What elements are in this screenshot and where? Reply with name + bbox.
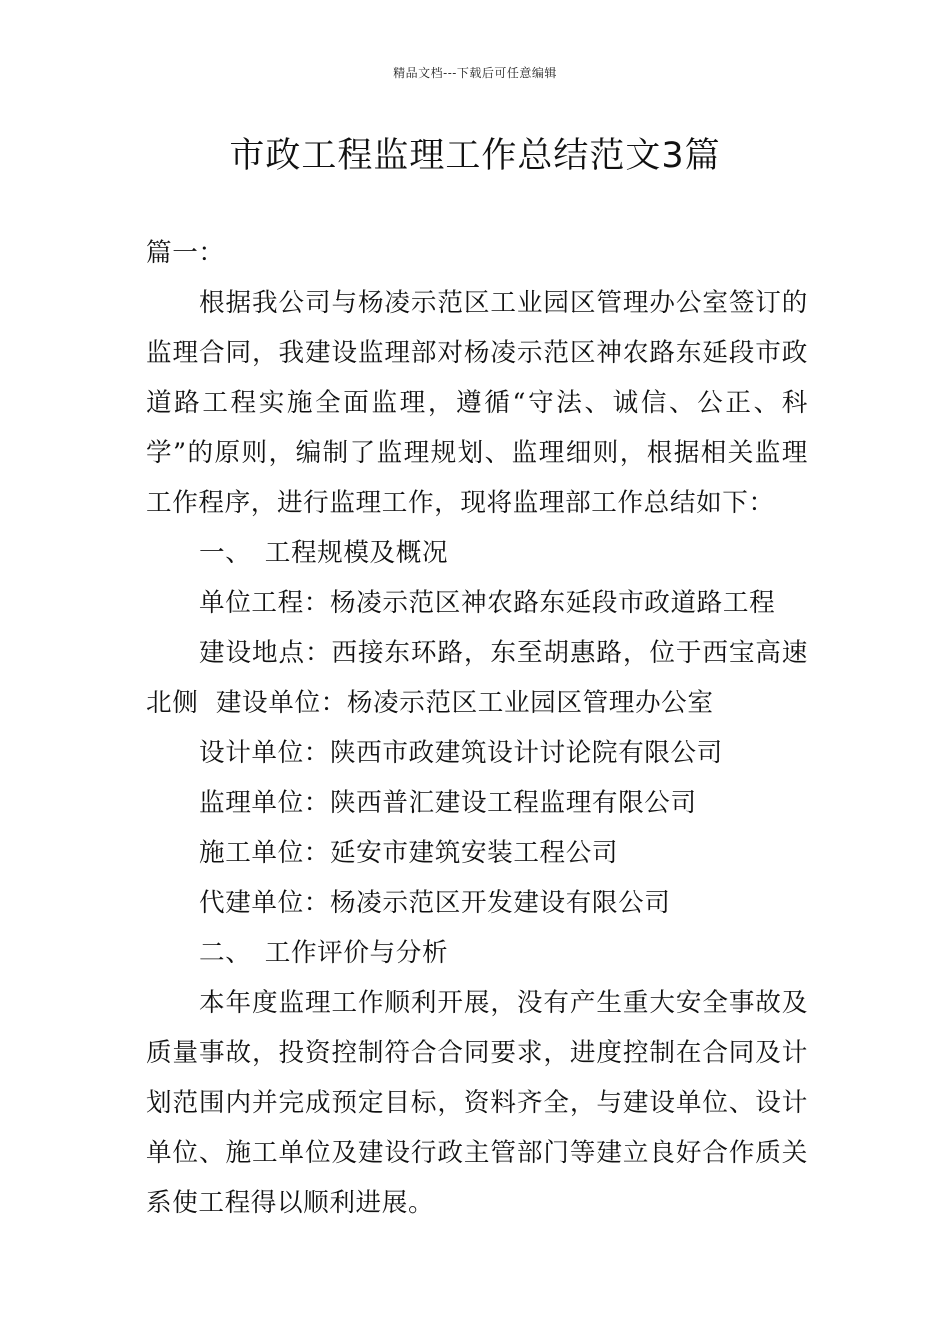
evaluation-line: 单位、施工单位及建设行政主管部门等建立良好合作质关 — [146, 1138, 808, 1168]
unit-project-line: 单位工程：杨凌示范区神农路东延段市政道路工程 — [199, 588, 776, 618]
intro-line: 道路工程实施全面监理，遵循“守法、诚信、公正、科 — [146, 388, 808, 418]
location-line: 建设地点：西接东环路，东至胡惠路，位于西宝高速 — [199, 638, 808, 668]
evaluation-line: 本年度监理工作顺利开展，没有产生重大安全事故及 — [199, 988, 808, 1018]
header-note: 精品文档---下载后可任意编辑 — [393, 66, 557, 80]
section-label: 篇一： — [146, 238, 225, 268]
evaluation-line: 系使工程得以顺利进展。 — [146, 1188, 435, 1218]
document-body — [146, 228, 808, 1228]
construction-unit-line: 施工单位：延安市建筑安装工程公司 — [199, 838, 619, 868]
evaluation-line: 质量事故，投资控制符合合同要求，进度控制在合同及计 — [146, 1038, 808, 1068]
design-unit-line: 设计单位：陕西市政建筑设计讨论院有限公司 — [199, 738, 723, 768]
evaluation-line: 划范围内并完成预定目标，资料齐全，与建设单位、设计 — [146, 1088, 808, 1118]
supervision-unit-line: 监理单位：陕西普汇建设工程监理有限公司 — [199, 788, 697, 818]
intro-line: 监理合同，我建设监理部对杨凌示范区神农路东延段市政 — [146, 338, 808, 368]
section-heading-1: 一、 工程规模及概况 — [199, 538, 449, 568]
intro-paragraph — [146, 278, 808, 528]
document-title: 市政工程监理工作总结范文3篇 — [229, 136, 721, 176]
intro-line: 根据我公司与杨凌示范区工业园区管理办公室签订的 — [199, 288, 808, 318]
section-heading-2: 二、 工作评价与分析 — [199, 938, 449, 968]
intro-line: 学”的原则，编制了监理规划、监理细则，根据相关监理 — [146, 438, 808, 468]
evaluation-paragraph — [146, 978, 808, 1228]
agent-unit-line: 代建单位：杨凌示范区开发建设有限公司 — [199, 888, 671, 918]
location-paragraph — [146, 628, 808, 728]
intro-line: 工作程序，进行监理工作，现将监理部工作总结如下： — [146, 488, 775, 518]
location-line: 北侧 建设单位：杨凌示范区工业园区管理办公室 — [146, 688, 714, 718]
